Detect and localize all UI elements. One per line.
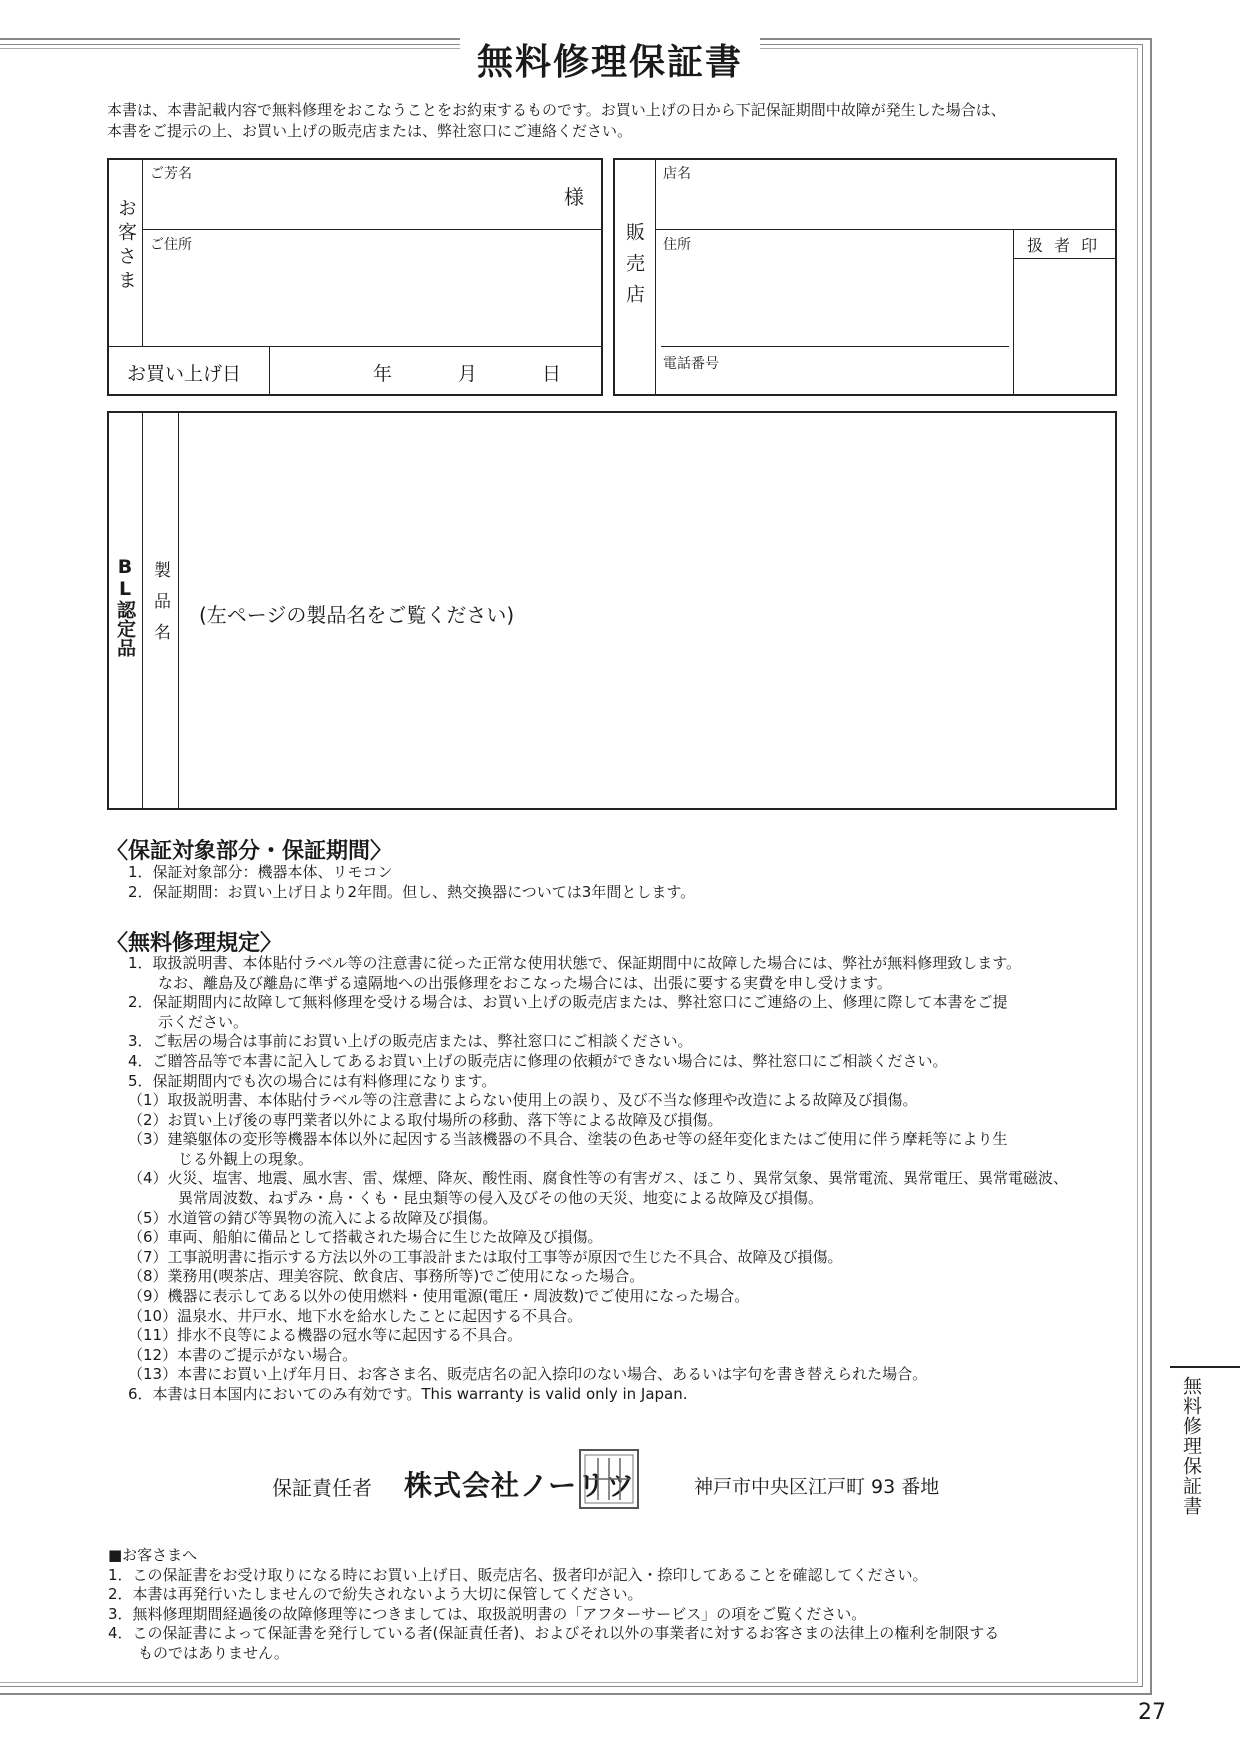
store-box bbox=[613, 158, 1117, 396]
note-item: 2．本書は再発行いたしませんので紛失されないよう大切に保管してください。 bbox=[108, 1585, 643, 1604]
product-name-label: 製品名 bbox=[150, 561, 170, 654]
product-divider-1 bbox=[142, 413, 143, 808]
note-item: ものではありません。 bbox=[108, 1643, 289, 1662]
store-address-underline bbox=[661, 346, 1009, 347]
month-label: 月 bbox=[458, 363, 478, 385]
rules-heading: 〈無料修理規定〉 bbox=[106, 931, 283, 956]
rule-sub-item: （11）排水不良等による機器の冠水等に起因する不具合。 bbox=[128, 1326, 523, 1345]
day-label: 日 bbox=[542, 363, 562, 385]
side-tab-label: 無料修理保証書 bbox=[1180, 1376, 1202, 1516]
seal-label: 扱 者 印 bbox=[1027, 236, 1101, 255]
rule-sub-item: （7）工事説明書に指示する方法以外の工事設計または取付工事等が原因で生じた不具合、故障及び損傷。 bbox=[128, 1247, 843, 1266]
rule-sub-item-cont: じる外観上の現象。 bbox=[178, 1149, 314, 1168]
name-underline bbox=[142, 229, 601, 230]
rule-item: 5．保証期間内でも次の場合には有料修理になります。 bbox=[128, 1071, 497, 1090]
page-title: 無料修理保証書 bbox=[476, 42, 743, 83]
rule-item: 3．ご転居の場合は事前にお買い上げの販売店または、弊社窓口にご相談ください。 bbox=[128, 1032, 693, 1051]
rule-sub-item: （9）機器に表示してある以外の使用燃料・使用電源(電圧・周波数)でご使用になった場合。 bbox=[128, 1286, 750, 1305]
purchase-date-label: お買い上げ日 bbox=[127, 363, 242, 385]
rule-sub-item: （2）お買い上げ後の専門業者以外による取付場所の移動、落下等による故障及び損傷。 bbox=[128, 1110, 723, 1129]
honorific: 様 bbox=[564, 185, 584, 209]
side-tab-line bbox=[1170, 1366, 1240, 1368]
rule-sub-item: （13）本書にお買い上げ年月日、お客さま名、販売店名の記入捺印のない場合、あるいは字句を書き替えられた場合。 bbox=[128, 1365, 928, 1384]
purchase-row-line bbox=[109, 346, 601, 347]
title-container bbox=[460, 36, 760, 90]
customer-notes bbox=[108, 1546, 1128, 1664]
coverage-heading: 〈保証対象部分・保証期間〉 bbox=[106, 839, 393, 864]
rule-sub-item: （10）温泉水、井戸水、地下水を給水したことに起因する不具合。 bbox=[128, 1306, 583, 1325]
rule-item: 2．保証期間内に故障して無料修理を受ける場合は、お買い上げの販売店または、弊社窓口にご連絡の上、修理に際して本書をご提 bbox=[128, 993, 1008, 1012]
rule-item: 4．ご贈答品等で本書に記入してあるお買い上げの販売店に修理の依頼ができない場合には、弊社窓口にご相談ください。 bbox=[128, 1051, 948, 1070]
coverage-list bbox=[128, 863, 695, 902]
purchase-divider bbox=[269, 346, 270, 394]
guarantor-label: 保証責任者 bbox=[272, 1476, 372, 1500]
store-name-underline bbox=[655, 229, 1115, 230]
note-item: 1．この保証書をお受け取りになる時にお買い上げ日、販売店名、扱者印が記入・捺印してあることを確認してください。 bbox=[108, 1565, 928, 1584]
rule-sub-item-cont: 異常周波数、ねずみ・鳥・くも・昆虫類等の侵入及びその他の天災、地変による故障及び損傷。 bbox=[178, 1188, 824, 1207]
store-name-label: 店名 bbox=[663, 166, 691, 182]
rules-sub-list bbox=[128, 1091, 1128, 1405]
product-divider-2 bbox=[178, 413, 179, 808]
coverage-item: 2．保証期間：お買い上げ日より2年間。但し、熱交換器については3年間とします。 bbox=[128, 882, 696, 901]
rule-item: 6．本書は日本国内においてのみ有効です。This warranty is valid only in Japan. bbox=[128, 1384, 688, 1403]
seal-header-line bbox=[1013, 258, 1115, 259]
company-address: 神戸市中央区江戸町 93 番地 bbox=[694, 1476, 940, 1498]
year-label: 年 bbox=[373, 363, 393, 385]
rules-list bbox=[128, 954, 1128, 1091]
intro-text bbox=[107, 100, 1127, 142]
rule-item: なお、離島及び離島に準ずる遠隔地への出張修理をおこなった場合には、出張に要する実費を申し受けます。 bbox=[128, 973, 892, 992]
rule-sub-item: （3）建築躯体の変形等機器本体以外に起因する当該機器の不具合、塗装の色あせ等の経年変化またはご使用に伴う摩耗等により生 bbox=[128, 1130, 1008, 1149]
store-address-label: 住所 bbox=[663, 237, 691, 253]
coverage-item: 1．保証対象部分：機器本体、リモコン bbox=[128, 863, 393, 881]
rule-item: 1．取扱説明書、本体貼付ラベル等の注意書に従った正常な使用状態で、保証期間中に故障した場合には、弊社が無料修理致します。 bbox=[128, 954, 1022, 972]
rule-sub-item: （1）取扱説明書、本体貼付ラベル等の注意書によらない使用上の誤り、及び不当な修理や改造による故障及び損傷。 bbox=[128, 1091, 918, 1109]
company-seal-icon bbox=[578, 1448, 640, 1510]
intro-line: 本書をご提示の上、お買い上げの販売店または、弊社窓口にご連絡ください。 bbox=[107, 122, 633, 140]
rule-sub-item: （12）本書のご提示がない場合。 bbox=[128, 1345, 358, 1364]
rule-sub-item: （5）水道管の錆び等異物の流入による故障及び損傷。 bbox=[128, 1208, 498, 1227]
company-name: 株式会社ノーリツ bbox=[404, 1469, 636, 1502]
phone-label: 電話番号 bbox=[663, 356, 719, 372]
customer-address-label: ご住所 bbox=[150, 237, 192, 253]
rule-sub-item: （6）車両、船舶に備品として搭載された場合に生じた故障及び損傷。 bbox=[128, 1228, 603, 1247]
bl-certified-label: BL認定品 bbox=[114, 556, 136, 657]
customer-box bbox=[107, 158, 603, 396]
notes-heading: ■お客さまへ bbox=[108, 1546, 198, 1564]
intro-line: 本書は、本書記載内容で無料修理をおこなうことをお約束するものです。お買い上げの日から下記保証期間中故障が発生した場合は、 bbox=[107, 101, 1006, 119]
rule-sub-item: （4）火災、塩害、地震、風水害、雷、煤煙、降灰、酸性雨、腐食性等の有害ガス、ほこり、異常気象、異常電流、異常電圧、異常電磁波、 bbox=[128, 1169, 1069, 1188]
store-side-label: 販売店 bbox=[623, 222, 645, 315]
rule-sub-item: （8）業務用(喫茶店、理美容院、飲食店、事務所等)でご使用になった場合。 bbox=[128, 1267, 645, 1286]
store-divider bbox=[655, 160, 656, 394]
page-number: 27 bbox=[1138, 1700, 1166, 1725]
product-note: (左ページの製品名をご覧ください) bbox=[199, 603, 515, 627]
seal-divider bbox=[1013, 229, 1014, 394]
note-item: 3．無料修理期間経過後の故障修理等につきましては、取扱説明書の「アフターサービス」の項をご覧ください。 bbox=[108, 1604, 867, 1623]
name-label: ご芳名 bbox=[150, 166, 192, 182]
customer-divider bbox=[142, 160, 143, 346]
customer-side-label: お客さま bbox=[115, 198, 137, 294]
rule-item: 示ください。 bbox=[128, 1012, 249, 1031]
product-box bbox=[107, 411, 1117, 810]
note-item: 4．この保証書によって保証書を発行している者(保証責任者)、およびそれ以外の事業者に対するお客さまの法律上の権利を制限する bbox=[108, 1624, 1000, 1643]
